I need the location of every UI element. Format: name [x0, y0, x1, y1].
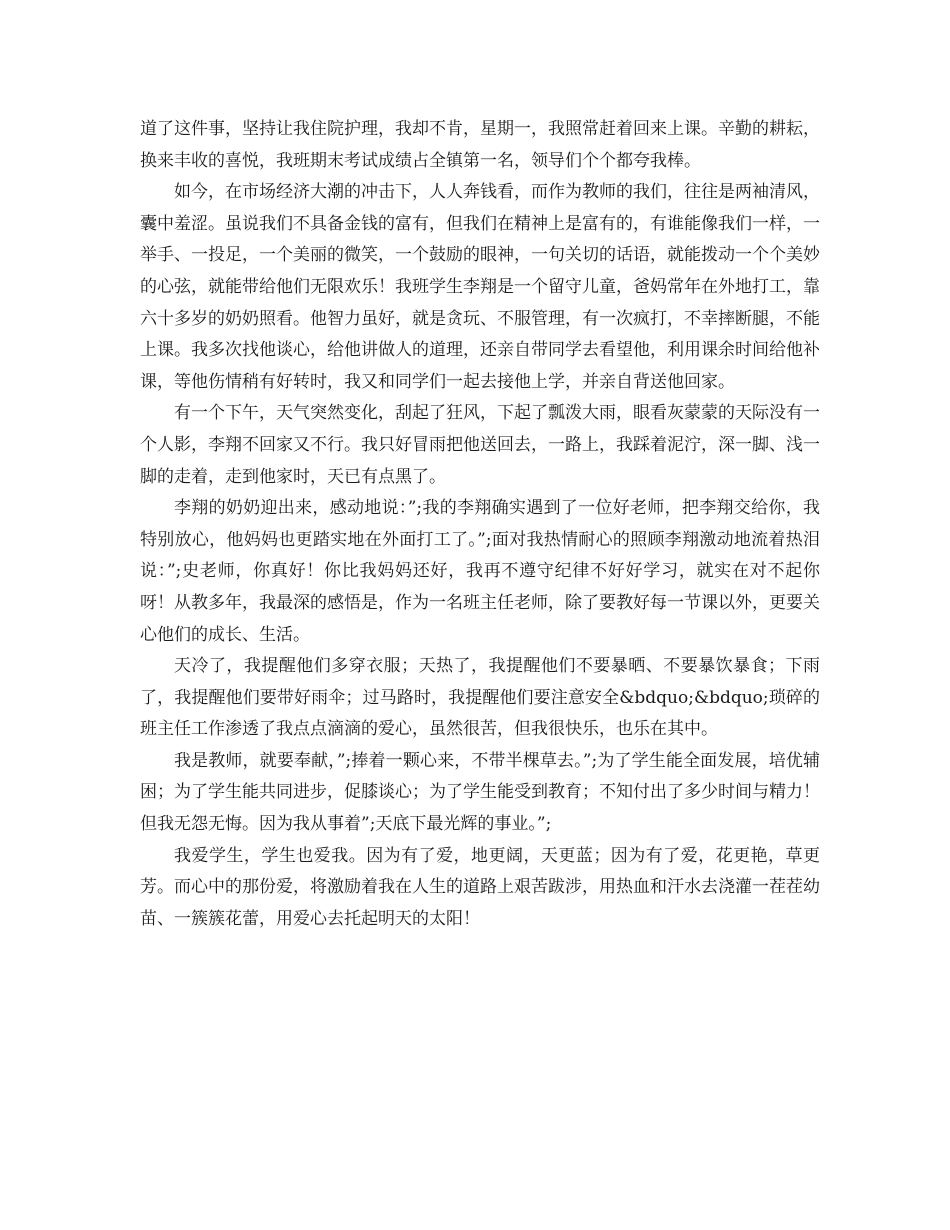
paragraph-6: 我是教师，就要奉献，”;捧着一颗心来，不带半棵草去。”;为了学生能全面发展，培优辅困；为了学生能共同进步，促膝谈心；为了学生能受到教育；不知付出了多少时间与精力！但我无怨无悔。因为我从事着”;天底下最光辉的事业。”;: [140, 750, 820, 835]
body-text: [140, 114, 820, 935]
paragraph-1: 道了这件事，坚持让我住院护理，我却不肯，星期一，我照常赶着回来上课。辛勤的耕耘，换来丰收的喜悦，我班期末考试成绩占全镇第一名，领导们个个都夸我棒。: [140, 119, 820, 171]
paragraph-3: 有一个下午，天气突然变化，刮起了狂风，下起了瓢泼大雨，眼看灰蒙蒙的天际没有一个人影，李翔不回家又不行。我只好冒雨把他送回去，一路上，我踩着泥泞，深一脚、浅一脚的走着，走到他家时，天已有点黑了。: [140, 403, 820, 487]
paragraph-7: 我爱学生，学生也爱我。因为有了爱，地更阔，天更蓝；因为有了爱，花更艳，草更芳。而心中的那份爱，将激励着我在人生的道路上艰苦跋涉，用热血和汗水去浇灌一茬茬幼苗、一簇簇花蕾，用爱心去托起明天的太阳！: [140, 845, 820, 929]
paragraph-2: 如今，在市场经济大潮的冲击下，人人奔钱看，而作为教师的我们，往往是两袖清风，囊中羞涩。虽说我们不具备金钱的富有，但我们在精神上是富有的，有谁能像我们一样，一举手、一投足，一个美丽的微笑，一个鼓励的眼神，一句关切的话语，就能拨动一个个美妙的心弦，就能带给他们无限欢乐！我班学生李翔是一个留守儿童，爸妈常年在外地打工，靠六十多岁的奶奶照看。他智力虽好，就是贪玩、不服管理，有一次疯打，不幸摔断腿，不能上课。我多次找他谈心，给他讲做人的道理，还亲自带同学去看望他，利用课余时间给他补课，等他伤情稍有好转时，我又和同学们一起去接他上学，并亲自背送他回家。: [140, 182, 820, 392]
paragraph-4: 李翔的奶奶迎出来，感动地说：”;我的李翔确实遇到了一位好老师，把李翔交给你，我特别放心，他妈妈也更踏实地在外面打工了。”;面对我热情耐心的照顾李翔激动地流着热泪说：”;史老师，你真好！你比我妈妈还好，我再不遵守纪律不好好学习，就实在对不起你呀！从教多年，我最深的感悟是，作为一名班主任老师，除了要教好每一节课以外，更要关心他们的成长、生活。: [140, 498, 820, 645]
paragraph-5: 天冷了，我提醒他们多穿衣服；天热了，我提醒他们不要暴晒、不要暴饮暴食；下雨了，我提醒他们要带好雨伞；过马路时，我提醒他们要注意安全&bdquo;&bdquo;琐碎的班主任工作渗透了我点点滴滴的爱心，虽然很苦，但我很快乐，也乐在其中。: [140, 656, 820, 740]
